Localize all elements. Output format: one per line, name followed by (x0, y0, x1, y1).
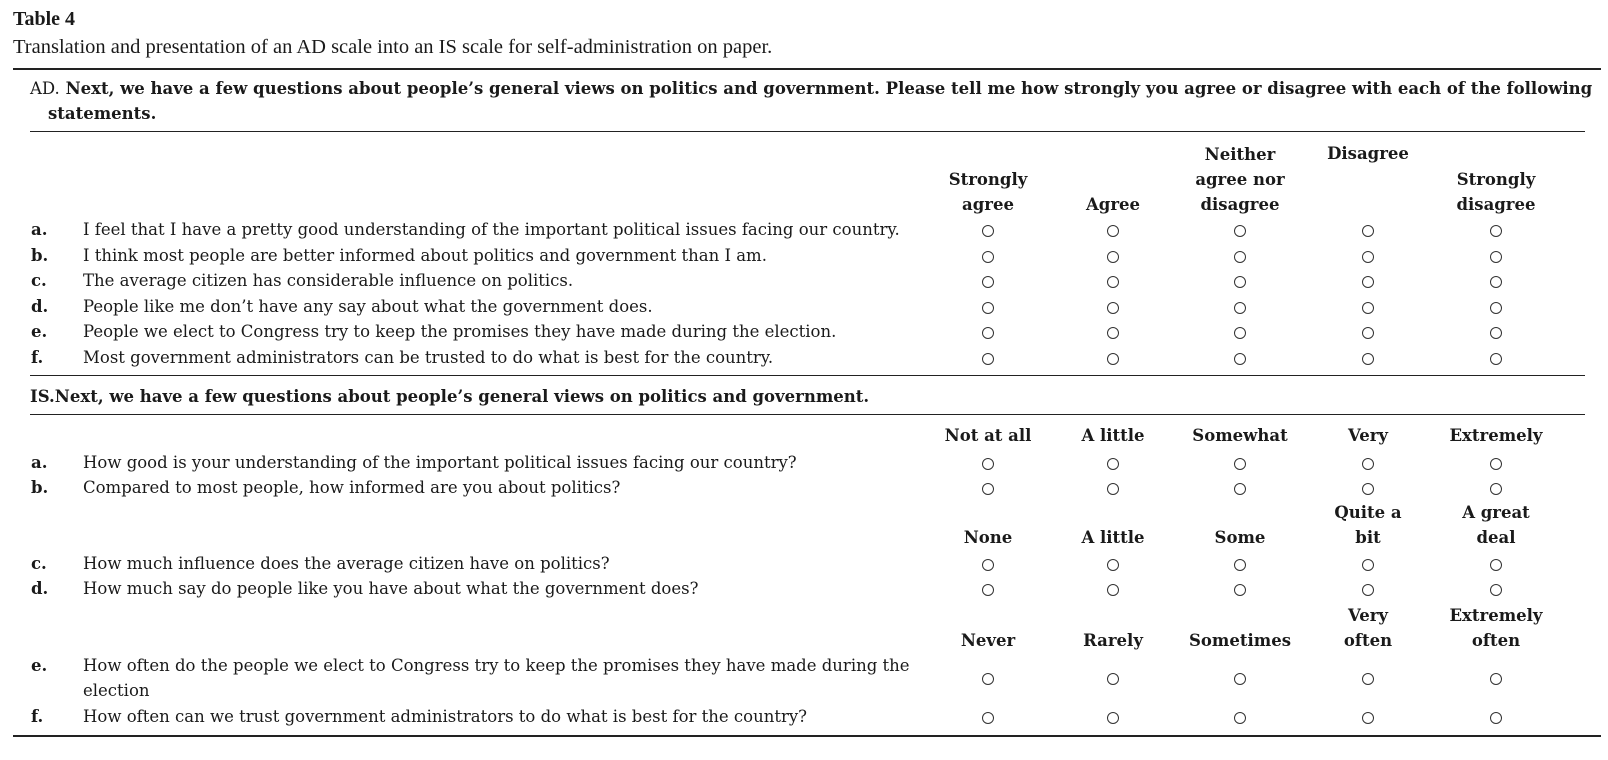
column-header-line: Sometimes (1188, 631, 1291, 650)
is-item-text-line: How often can we trust government administrators to do what is best for the country? (83, 707, 808, 726)
ad-heading-line2: statements. (48, 104, 157, 123)
ad-section-bottom-rule (30, 375, 1585, 376)
is-item-a-radio-5[interactable] (1490, 458, 1502, 470)
column-header-line: often (1471, 631, 1521, 650)
column-header-line: A great (1462, 503, 1530, 522)
ad-item-c-radio-5[interactable] (1490, 276, 1502, 288)
ad-item-c-radio-1[interactable] (982, 276, 994, 288)
ad-option-1 (918, 167, 1058, 217)
is-item-a-radio-2[interactable] (1107, 458, 1119, 470)
is-group-3-option-1 (918, 628, 1058, 653)
column-header-line: agree (962, 195, 1014, 214)
is-item-text (83, 475, 933, 500)
is-item-d-radio-5[interactable] (1490, 584, 1502, 596)
is-section-heading: IS.Next, we have a few questions about people’s general views on politics and government. (30, 387, 870, 406)
is-item-text-line: Compared to most people, how informed are you about politics? (83, 478, 621, 497)
is-group-1-option-1 (918, 423, 1058, 448)
is-item-c-radio-4[interactable] (1362, 559, 1374, 571)
is-item-letter: d. (31, 579, 49, 598)
is-item-text (83, 551, 933, 576)
ad-heading-rule (30, 131, 1585, 132)
ad-item-letter: f. (31, 348, 44, 367)
ad-item-c-radio-3[interactable] (1234, 276, 1246, 288)
column-header-line: Extremely (1449, 426, 1543, 445)
is-item-b-radio-4[interactable] (1362, 483, 1374, 495)
ad-item-c-radio-4[interactable] (1362, 276, 1374, 288)
table-label: Table 4 (13, 8, 76, 30)
column-header-line: Not at all (944, 426, 1032, 445)
column-header-line: Strongly (1456, 170, 1536, 189)
column-header-line: Somewhat (1192, 426, 1288, 445)
ad-item-f-radio-3[interactable] (1234, 353, 1246, 365)
column-header-line: None (963, 528, 1013, 547)
ad-item-c-radio-2[interactable] (1107, 276, 1119, 288)
is-item-d-radio-1[interactable] (982, 584, 994, 596)
column-header-line: Very (1347, 606, 1389, 625)
column-header-line: Never (960, 631, 1016, 650)
is-group-3-option-5 (1426, 603, 1566, 653)
is-group-2-option-2 (1043, 525, 1183, 550)
column-header-line: A little (1081, 528, 1145, 547)
is-item-e-radio-4[interactable] (1362, 673, 1374, 685)
ad-item-a-radio-5[interactable] (1490, 225, 1502, 237)
is-group-2-option-1 (918, 525, 1058, 550)
is-item-a-radio-3[interactable] (1234, 458, 1246, 470)
ad-item-d-radio-4[interactable] (1362, 302, 1374, 314)
ad-item-e-radio-2[interactable] (1107, 327, 1119, 339)
ad-item-e-radio-1[interactable] (982, 327, 994, 339)
ad-item-f-radio-5[interactable] (1490, 353, 1502, 365)
is-group-3-option-3 (1170, 628, 1310, 653)
is-item-f-radio-1[interactable] (982, 712, 994, 724)
ad-section-heading (30, 76, 1592, 101)
ad-item-b-radio-5[interactable] (1490, 251, 1502, 263)
caption-rule (13, 68, 1601, 70)
ad-item-letter: e. (31, 322, 48, 342)
is-group-1-option-2 (1043, 423, 1183, 448)
is-item-text (83, 653, 933, 703)
ad-item-f-radio-1[interactable] (982, 353, 994, 365)
is-group-3-option-2 (1043, 628, 1183, 653)
ad-item-letter: b. (31, 245, 49, 265)
column-header-line: Extremely (1449, 606, 1543, 625)
table-caption: Translation and presentation of an AD scale into an IS scale for self-administration on paper. (13, 36, 773, 58)
is-item-b-radio-5[interactable] (1490, 483, 1502, 495)
column-header-line: disagree (1456, 195, 1536, 214)
ad-item-e-radio-3[interactable] (1234, 327, 1246, 339)
is-item-letter: c. (31, 554, 47, 573)
ad-option-4 (1298, 141, 1438, 166)
ad-item-text: I feel that I have a pretty good understanding of the important political issues facing our country. (83, 220, 900, 239)
is-item-text-line: How much influence does the average citizen have on politics? (83, 554, 610, 573)
is-item-e-radio-2[interactable] (1107, 673, 1119, 685)
is-item-f-radio-5[interactable] (1490, 712, 1502, 724)
ad-item-text: The average citizen has considerable influence on politics. (83, 271, 574, 291)
is-item-d-radio-4[interactable] (1362, 584, 1374, 596)
is-group-2-option-5 (1426, 500, 1566, 550)
ad-item-a-radio-4[interactable] (1362, 225, 1374, 237)
ad-item-e-radio-5[interactable] (1490, 327, 1502, 339)
ad-item-letter: a. (31, 220, 48, 239)
ad-item-b-radio-2[interactable] (1107, 251, 1119, 263)
is-group-3-option-4 (1298, 603, 1438, 653)
is-item-e-radio-5[interactable] (1490, 673, 1502, 685)
column-header-line: Agree (1085, 195, 1141, 214)
ad-item-d-radio-5[interactable] (1490, 302, 1502, 314)
ad-item-letter: d. (31, 296, 49, 316)
ad-item-b-radio-4[interactable] (1362, 251, 1374, 263)
is-group-1-option-5 (1426, 423, 1566, 448)
ad-item-letter: c. (31, 271, 47, 291)
is-item-b-radio-3[interactable] (1234, 483, 1246, 495)
is-item-c-radio-5[interactable] (1490, 559, 1502, 571)
is-item-letter: e. (31, 656, 48, 675)
column-header-line: bit (1355, 528, 1381, 547)
is-group-2-option-3 (1170, 525, 1310, 550)
ad-item-text: People like me don’t have any say about what the government does. (83, 296, 653, 316)
ad-prefix: AD. (30, 79, 60, 98)
ad-item-d-radio-2[interactable] (1107, 302, 1119, 314)
ad-item-d-radio-3[interactable] (1234, 302, 1246, 314)
is-item-text-line: How much say do people like you have about what the government does? (83, 579, 699, 598)
ad-item-b-radio-3[interactable] (1234, 251, 1246, 263)
is-item-e-radio-3[interactable] (1234, 673, 1246, 685)
ad-option-2 (1043, 192, 1183, 217)
is-item-a-radio-1[interactable] (982, 458, 994, 470)
is-item-text-line: How often do the people we elect to Congress try to keep the promises they have made during the (83, 656, 910, 675)
is-item-text-line: election (83, 681, 150, 700)
is-item-a-radio-4[interactable] (1362, 458, 1374, 470)
is-item-text-line: How good is your understanding of the important political issues facing our country? (83, 453, 797, 472)
is-item-c-radio-2[interactable] (1107, 559, 1119, 571)
ad-item-a-radio-3[interactable] (1234, 225, 1246, 237)
ad-item-a-radio-2[interactable] (1107, 225, 1119, 237)
is-item-letter: a. (31, 453, 48, 472)
is-item-b-radio-1[interactable] (982, 483, 994, 495)
column-header-line: Quite a (1334, 503, 1402, 522)
column-header-line: A little (1081, 426, 1145, 445)
ad-item-text: Most government administrators can be trusted to do what is best for the country. (83, 348, 774, 367)
ad-item-a-radio-1[interactable] (982, 225, 994, 237)
column-header-line: disagree (1200, 195, 1280, 214)
column-header-line: Very (1347, 426, 1389, 445)
ad-heading-line1: Next, we have a few questions about people’s general views on politics and government. Please tell me how strongly you agree or disagree with each of the following (65, 79, 1593, 98)
ad-item-f-radio-2[interactable] (1107, 353, 1119, 365)
column-header-line: Disagree (1327, 144, 1409, 163)
is-group-2-option-4 (1298, 500, 1438, 550)
is-item-e-radio-1[interactable] (982, 673, 994, 685)
is-item-b-radio-2[interactable] (1107, 483, 1119, 495)
is-item-text (83, 576, 933, 601)
ad-item-b-radio-1[interactable] (982, 251, 994, 263)
column-header-line: often (1343, 631, 1393, 650)
is-heading-rule (30, 414, 1585, 415)
ad-item-f-radio-4[interactable] (1362, 353, 1374, 365)
is-item-f-radio-2[interactable] (1107, 712, 1119, 724)
column-header-line: Neither (1204, 145, 1276, 164)
column-header-line: Some (1214, 528, 1266, 547)
column-header-line: agree nor (1195, 170, 1285, 189)
is-item-text (83, 450, 933, 475)
is-item-letter: b. (31, 478, 49, 497)
is-group-1-option-3 (1170, 423, 1310, 448)
column-header-line: Rarely (1083, 631, 1143, 650)
is-item-c-radio-1[interactable] (982, 559, 994, 571)
is-item-c-radio-3[interactable] (1234, 559, 1246, 571)
ad-item-text: I think most people are better informed about politics and government than I am. (83, 245, 767, 265)
ad-item-text: People we elect to Congress try to keep the promises they have made during the election. (83, 322, 837, 342)
column-header-line: Strongly (948, 170, 1028, 189)
is-item-f-radio-4[interactable] (1362, 712, 1374, 724)
is-item-text (83, 704, 933, 729)
is-item-d-radio-3[interactable] (1234, 584, 1246, 596)
table-bottom-rule (13, 735, 1601, 737)
is-item-d-radio-2[interactable] (1107, 584, 1119, 596)
ad-item-e-radio-4[interactable] (1362, 327, 1374, 339)
ad-option-5 (1426, 167, 1566, 217)
ad-item-d-radio-1[interactable] (982, 302, 994, 314)
column-header-line: deal (1476, 528, 1516, 547)
is-item-letter: f. (31, 707, 44, 726)
is-item-f-radio-3[interactable] (1234, 712, 1246, 724)
ad-option-3 (1170, 142, 1310, 217)
is-group-1-option-4 (1298, 423, 1438, 448)
